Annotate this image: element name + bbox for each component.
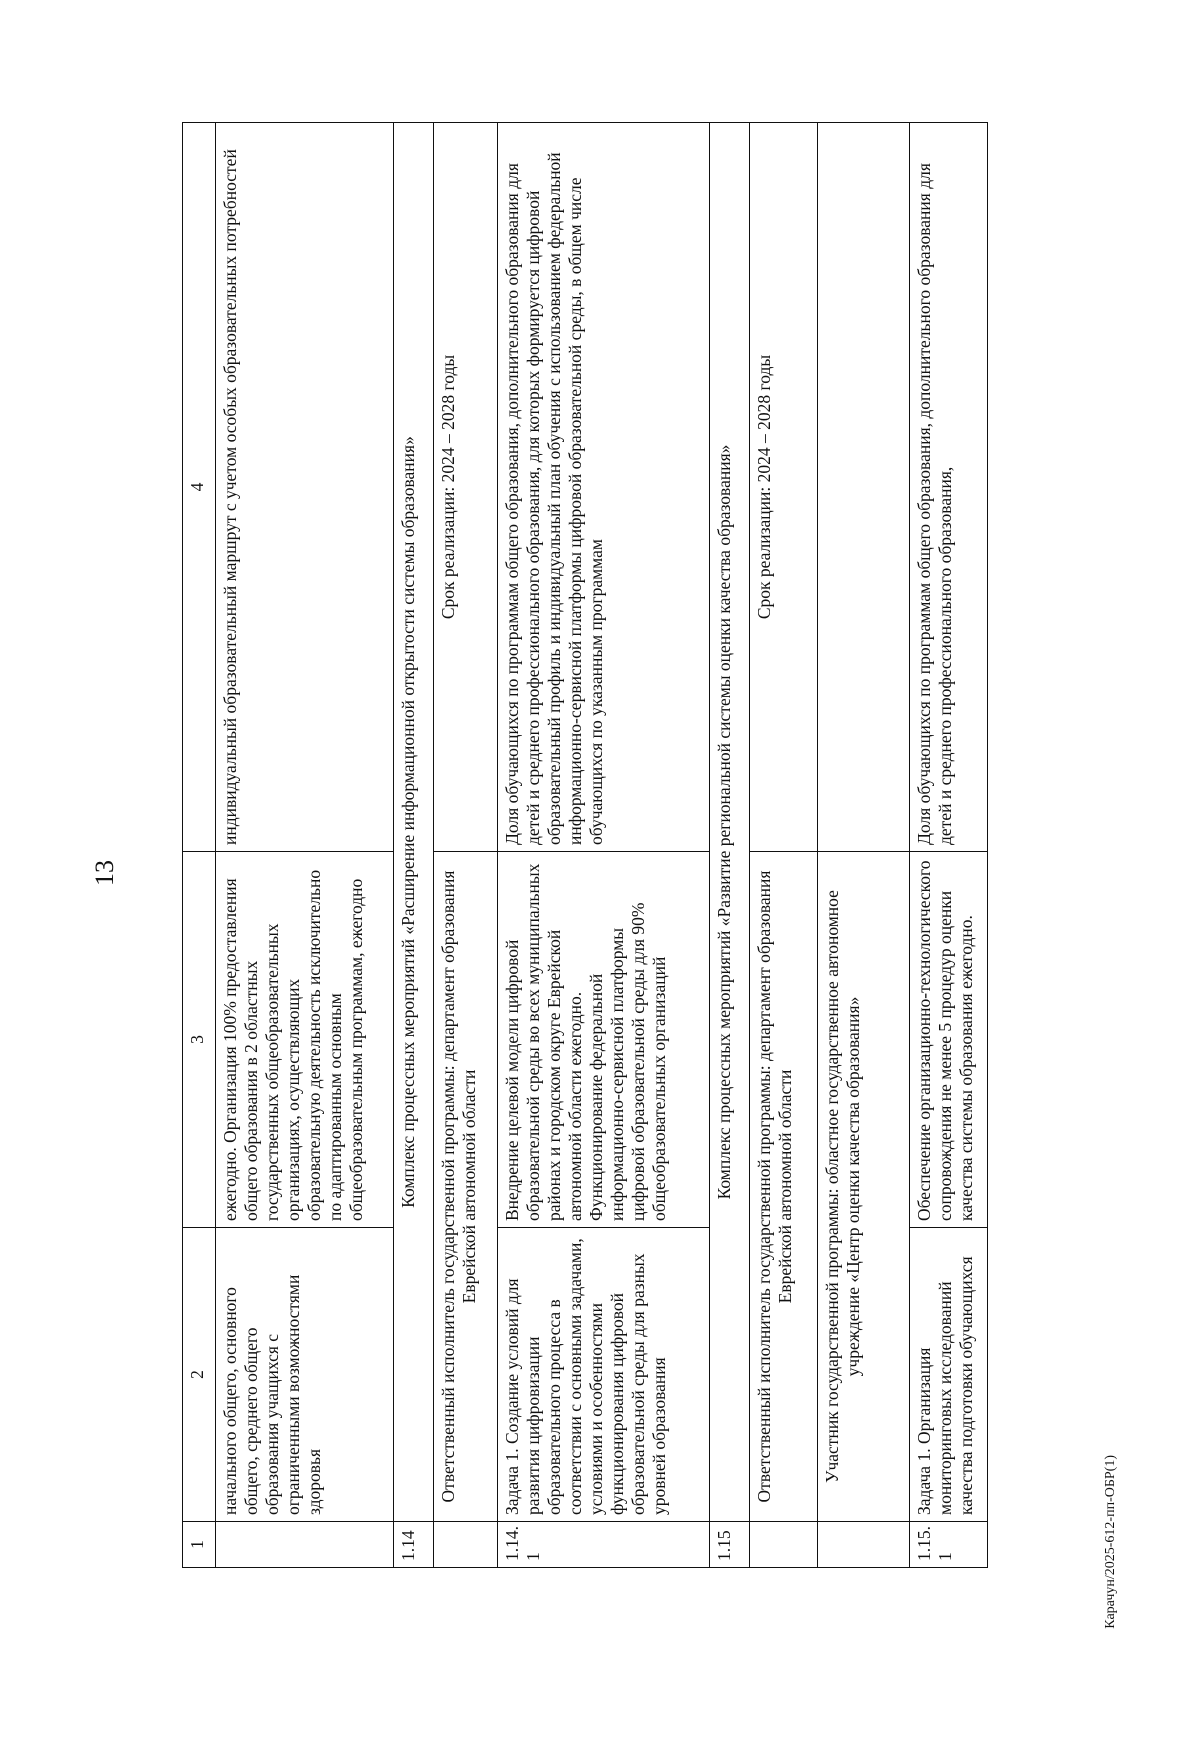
page-number: 13 <box>90 860 119 886</box>
table-row <box>216 123 394 1568</box>
row-number <box>434 1522 498 1568</box>
header-col-1: 1 <box>183 1522 216 1568</box>
row-number <box>216 1522 394 1568</box>
section-title: Комплекс процессных мероприятий «Расширение информационной открытости системы образования» <box>394 123 434 1522</box>
responsible-executor: Ответственный исполнитель государственной программы: департамент образования Еврейской автономной области <box>434 852 498 1522</box>
task-cell: Задача 1. Организация мониторинговых исследований качества подготовки обучающихся <box>910 1228 988 1522</box>
row-number <box>818 1522 910 1568</box>
row-number: 1.15. 1 <box>910 1522 988 1568</box>
responsible-row <box>434 123 498 1568</box>
section-number: 1.14 <box>394 1522 434 1568</box>
section-row <box>394 123 434 1568</box>
result-cell: Внедрение целевой модели цифровой образовательной среды во всех муниципальных районах и городском округе Еврейской автономной области ежегодно. Функционирование федеральной информационно-сервисной платформы цифровой образовательной среды для 90% общеобразовательных организаций <box>498 852 710 1228</box>
header-col-3: 3 <box>183 852 216 1228</box>
indicator-cell: Доля обучающихся по программам общего образования, дополнительного образования для детей и среднего профессионального образования, <box>910 123 988 852</box>
task-cell: Задача 1. Создание условий для развития цифровизации образовательного процесса в соответствии с основными задачами, условиями и особенностями функционирования цифровой образовательной среды для разных уровней образования <box>498 1228 710 1522</box>
section-number: 1.15 <box>710 1522 750 1568</box>
responsible-executor: Ответственный исполнитель государственной программы: департамент образования Еврейской автономной области <box>750 852 818 1522</box>
result-cell: Обеспечение организационно-технологического сопровождения не менее 5 процедур оценки качества системы образования ежегодно. <box>910 852 988 1228</box>
program-participant: Участник государственной программы: областное государственное автономное учреждение «Центр оценки качества образования» <box>818 852 910 1522</box>
section-title: Комплекс процессных мероприятий «Развитие региональной системы оценки качества образования» <box>710 123 750 1522</box>
table-row <box>910 123 988 1568</box>
indicator-cell: индивидуальный образовательный маршрут с учетом особых образовательных потребностей <box>216 123 394 852</box>
table-row <box>498 123 710 1568</box>
row-number <box>750 1522 818 1568</box>
responsible-row <box>750 123 818 1568</box>
section-row <box>710 123 750 1568</box>
result-cell: ежегодно. Организация 100% предоставления общего образования в 2 областных государственных общеобразовательных организациях, осуществляющих образовательную деятельность исключительно по адаптированным основным общеобразовательным программам, ежегодно <box>216 852 394 1228</box>
indicator-cell: Доля обучающихся по программам общего образования, дополнительного образования для детей и среднего профессионального образования, для которых формируется цифровой образовательный профиль и индивидуальный план обучения с использованием федеральной информационно-сервисной платформы цифровой образовательной среды, в общем числе обучающихся по указанным программам <box>498 123 710 852</box>
task-cell: начального общего, основного общего, среднего общего образования учащихся с ограниченными возможностями здоровья <box>216 1228 394 1522</box>
empty-cell <box>818 123 910 852</box>
document-code: Карачун/2025-612-пп-ОБР(1) <box>1103 1455 1118 1629</box>
header-col-4: 4 <box>183 123 216 852</box>
program-table <box>182 122 988 1568</box>
participant-row <box>818 123 910 1568</box>
rotated-table-container <box>182 123 1110 1568</box>
implementation-term: Срок реализации: 2024 – 2028 годы <box>750 123 818 852</box>
table-header-row <box>183 123 216 1568</box>
row-number: 1.14. 1 <box>498 1522 710 1568</box>
implementation-term: Срок реализации: 2024 – 2028 годы <box>434 123 498 852</box>
header-col-2: 2 <box>183 1228 216 1522</box>
